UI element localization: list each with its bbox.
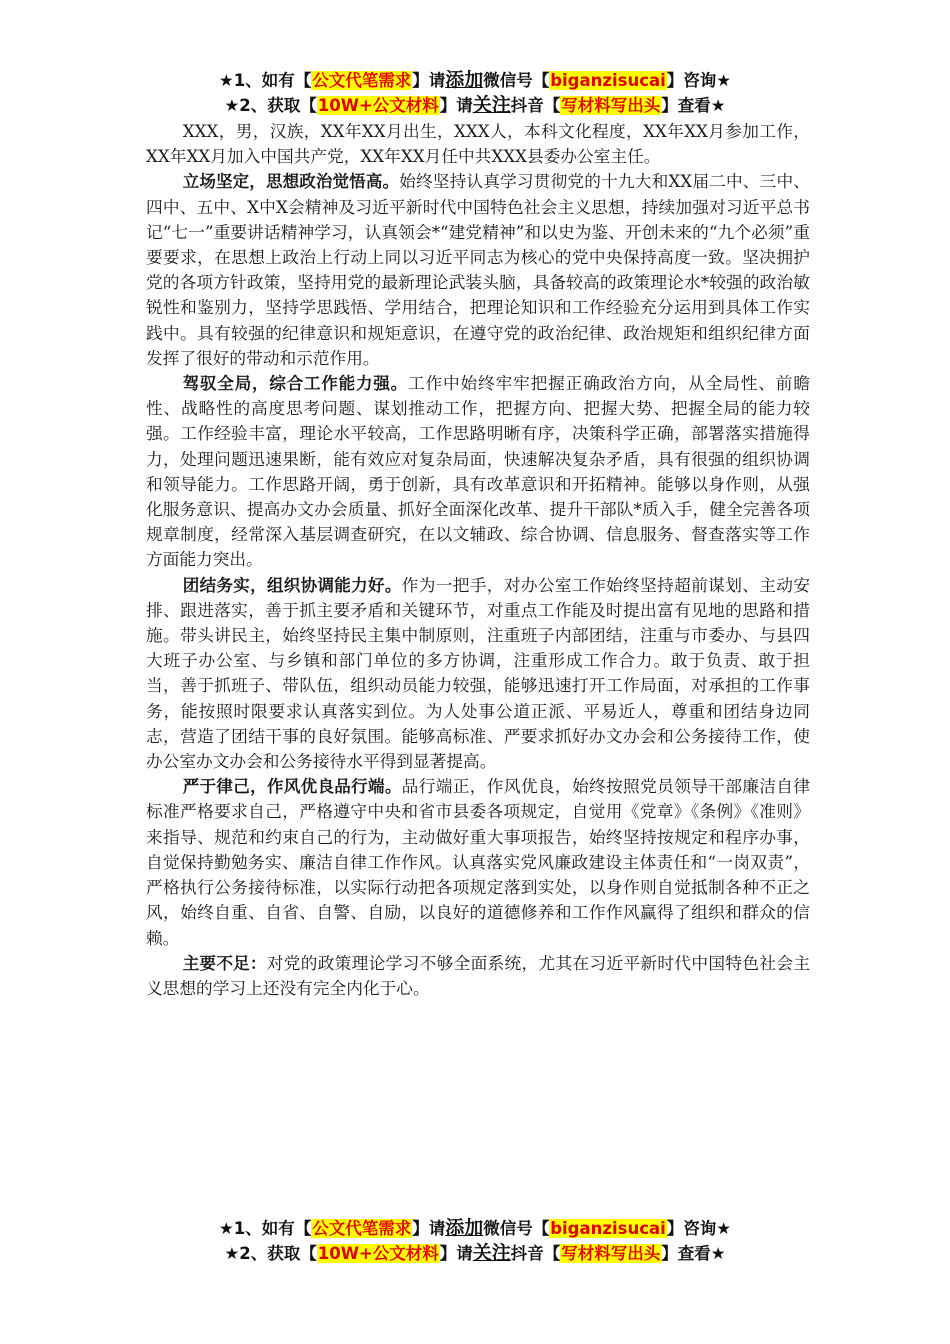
- promo-highlight: 写材料写出头: [561, 96, 661, 115]
- section-paragraph: [146, 573, 810, 775]
- promo-line-1: [0, 68, 950, 93]
- promo-text: 】请: [412, 1219, 446, 1238]
- promo-text: ★2、获取【: [224, 96, 317, 115]
- promo-highlight: biganzisucai: [550, 1219, 666, 1238]
- promo-text: 】请: [439, 1244, 473, 1263]
- promo-highlight: 10W+公文材料: [317, 96, 439, 115]
- promo-text: 微信号【: [483, 71, 550, 90]
- promo-line-2: [0, 93, 950, 118]
- promo-line-2: [0, 1241, 950, 1266]
- promo-highlight: biganzisucai: [550, 71, 666, 90]
- intro-paragraph: XXX，男，汉族，XX年XX月出生，XXX人，本科文化程度，XX年XX月参加工作，XX年XX月加入中国共产党，XX年XX月任中共XXX县委办公室主任。: [146, 121, 810, 167]
- promo-highlight: 写材料写出头: [561, 1244, 661, 1263]
- promo-text: 微信号【: [483, 1219, 550, 1238]
- promo-highlight: 10W+公文材料: [317, 1244, 439, 1263]
- section-lead: 严于律己，作风优良品行端。: [182, 777, 402, 797]
- promo-emphasis: 添加: [445, 1217, 484, 1239]
- promo-text: 抖音【: [510, 1244, 561, 1263]
- section-lead: 立场坚定，思想政治觉悟高。: [182, 172, 400, 192]
- header-promo: [0, 68, 950, 118]
- section-text: 作为一把手，对办公室工作始终坚持超前谋划、主动安排、跟进落实，善于抓主要矛盾和关键环节，对重点工作能及时提出富有见地的思路和措施。带头讲民主，始终坚持民主集中制原则，注重班子内部团结，注重与市委办、与县四大班子办公室、与乡镇和部门单位的多方协调，注重形成工作合力。敢于负责、敢于担当，善于抓班子、带队伍，组织动员能力较强，能够迅速打开工作局面，对承担的工作事务，能按照时限要求认真落实到位。为人处事公道正派、平易近人，尊重和团结身边同志，营造了团结干事的良好氛围。能够高标准、严要求抓好办文办会和公务接待工作，使办公室办文办会和公务接待水平得到显著提高。: [146, 574, 811, 772]
- section-paragraph: [146, 371, 810, 573]
- section-lead: 驾驭全局，综合工作能力强。: [182, 374, 408, 394]
- section-text: 对党的政策理论学习不够全面系统，尤其在习近平新时代中国特色社会主义思想的学习上还没有完全内化于心。: [146, 952, 811, 998]
- promo-line-1: [0, 1216, 950, 1241]
- promo-text: 】请: [412, 71, 446, 90]
- promo-emphasis: 关注: [472, 94, 511, 116]
- section-text: 工作中始终牢牢把握正确政治方向，从全局性、前瞻性、战略性的高度思考问题、谋划推动工作，把握方向、把握大势、把握全局的能力较强。工作经验丰富，理论水平较高，工作思路明晰有序，决策科学正确，部署落实措施得力，处理问题迅速果断，能有效应对复杂局面，快速解决复杂矛盾，具有很强的组织协调和领导能力。工作思路开阔，勇于创新，具有改革意识和开拓精神。能够以身作则，从强化服务意识、提高办文办会质量、抓好全面深化改革、提升干部队*质入手，健全完善各项规章制度，经常深入基层调查研究，在以文辅政、综合协调、信息服务、督查落实等工作方面能力突出。: [146, 373, 811, 570]
- document-body: [146, 119, 810, 1001]
- section-paragraph: [146, 169, 810, 371]
- promo-text: 】请: [439, 96, 473, 115]
- promo-highlight: 公文代笔需求: [312, 1219, 412, 1238]
- promo-text: 】咨询★: [666, 71, 732, 90]
- promo-emphasis: 添加: [445, 69, 484, 91]
- promo-text: ★1、如有【: [218, 1219, 312, 1238]
- section-lead: 主要不足：: [182, 953, 267, 973]
- promo-text: 】咨询★: [666, 1219, 732, 1238]
- promo-text: ★1、如有【: [218, 71, 312, 90]
- promo-text: ★2、获取【: [224, 1244, 317, 1263]
- footer-promo: [0, 1216, 950, 1266]
- promo-text: 抖音【: [510, 96, 561, 115]
- section-text: 品行端正，作风优良，始终按照党员领导干部廉洁自律标准严格要求自己，严格遵守中央和省市县委各项规定，自觉用《党章》《条例》《准则》来指导、规范和约束自己的行为，主动做好重大事项报告，始终坚持按规定和程序办事，自觉保持勤勉务实、廉洁自律工作作风。认真落实党风廉政建设主体责任和“一岗双责”，严格执行公务接待标准，以实际行动把各项规定落到实处，以身作则自觉抵制各种不正之风，始终自重、自省、自警、自励，以良好的道德修养和工作作风赢得了组织和群众的信赖。: [146, 776, 811, 948]
- section-paragraph: [146, 951, 810, 1001]
- promo-emphasis: 关注: [472, 1242, 511, 1264]
- section-paragraph: [146, 774, 810, 950]
- section-text: 始终坚持认真学习贯彻党的十九大和XX届二中、三中、四中、五中、X中X会精神及习近平新时代中国特色社会主义思想，持续加强对习近平总书记“七一”重要讲话精神学习，认真领会*“建党精神”和以史为鉴、开创未来的“九个必须”重要要求，在思想上政治上行动上同以习近平同志为核心的党中央保持高度一致。坚决拥护党的各项方针政策，坚持用党的最新理论武装头脑，具备较高的政策理论水*较强的政治敏锐性和鉴别力，坚持学思践悟、学用结合，把理论知识和工作经验充分运用到具体工作实践中。具有较强的纪律意识和规矩意识，在遵守党的政治纪律、政治规矩和组织纪律方面发挥了很好的带动和示范作用。: [146, 171, 810, 368]
- promo-text: 】查看★: [661, 96, 726, 115]
- promo-text: 】查看★: [661, 1244, 726, 1263]
- promo-highlight: 公文代笔需求: [312, 71, 412, 90]
- section-lead: 团结务实，组织协调能力好。: [182, 575, 402, 595]
